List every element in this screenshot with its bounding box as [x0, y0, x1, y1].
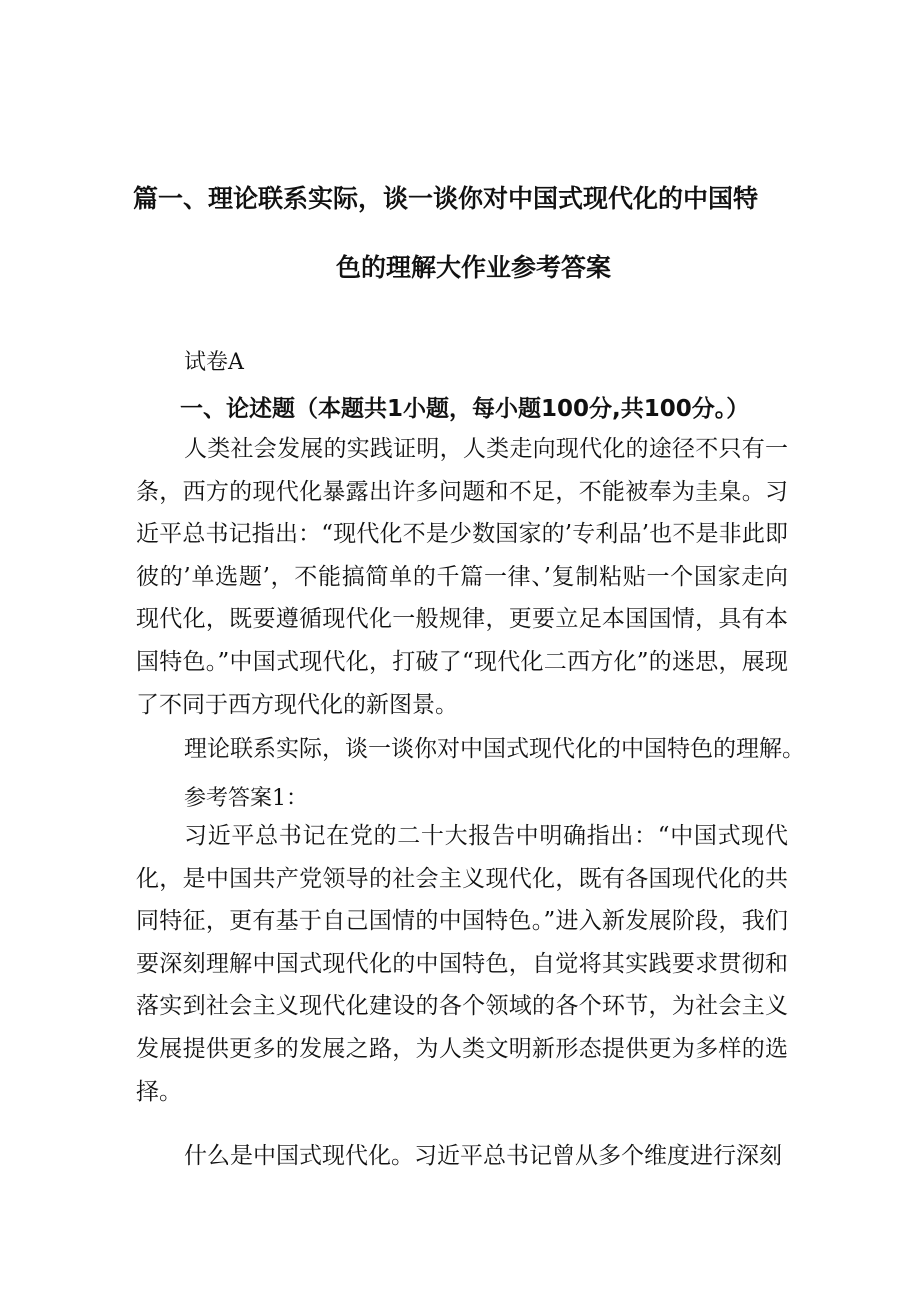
- document-title-line-2: 色的理解大作业参考答案: [336, 253, 612, 282]
- question-text: 理论联系实际，谈一谈你对中国式现代化的中国特色的理解。: [184, 736, 805, 762]
- document-title-line-1: 篇一、理论联系实际，谈一谈你对中国式现代化的中国特: [133, 184, 759, 213]
- answer-label: 参考答案1：: [184, 786, 308, 811]
- answer-paragraph: 习近平总书记在党的二十大报告中明确指出：“中国式现代化，是中国共产党领导的社会主义现代化，既有各国现代化的共同特征，更有基于自己国情的中国特色。”进入新发展阶段，我们要深刻理解中国式现代化的中国特色，自觉将其实践要求贯彻和落实到社会主义现代化建设的各个领域的各个环节，为社会主义发展提供更多的发展之路，为人类文明新形态提供更为多样的选择。: [136, 823, 788, 1105]
- next-paragraph: 什么是中国式现代化。习近平总书记曾从多个维度进行深刻: [184, 1143, 782, 1169]
- paper-label: 试卷A: [184, 350, 244, 375]
- section-heading: 一、论述题（本题共1小题，每小题100分,共100分。）: [180, 396, 750, 422]
- intro-paragraph: 人类社会发展的实践证明，人类走向现代化的途径不只有一条，西方的现代化暴露出许多问题和不足，不能被奉为圭臬。习近平总书记指出：“现代化不是少数国家的’专利品’也不是非此即彼的’单选题’，不能搞简单的千篇一律、’复制粘贴一个国家走向现代化，既要遵循现代化一般规律，更要立足本国国情，具有本国特色。”中国式现代化，打破了“现代化二西方化”的迷思，展现了不同于西方现代化的新图景。: [136, 436, 788, 718]
